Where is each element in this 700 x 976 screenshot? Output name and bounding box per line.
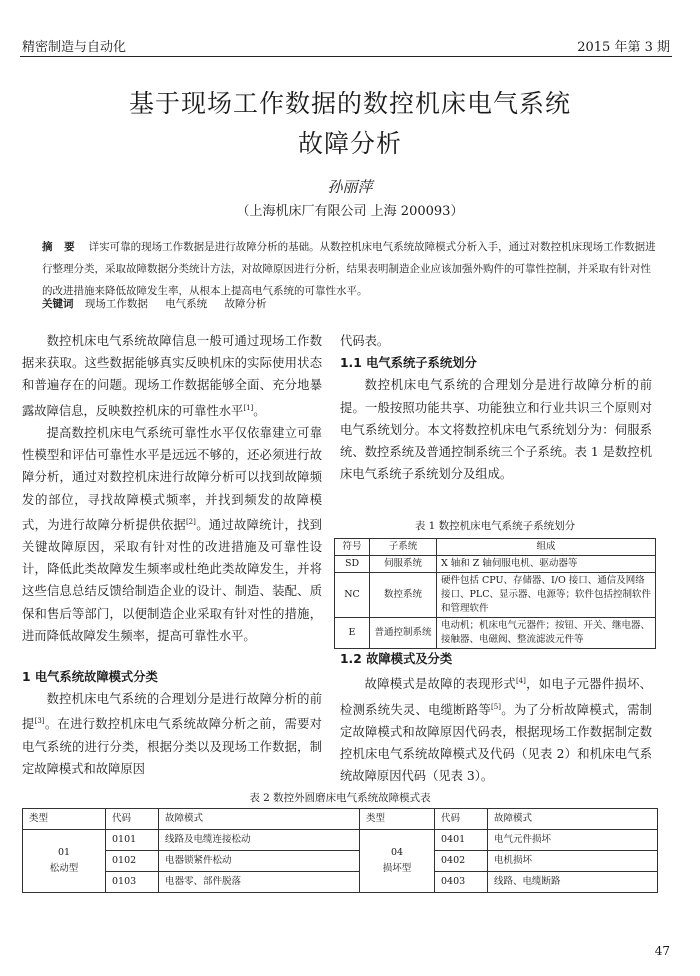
table-row <box>23 872 658 893</box>
table1-caption: 表 1 数控机床电气系统子系统划分 <box>414 520 576 532</box>
table-cell: E <box>335 618 370 649</box>
table-row <box>335 556 656 573</box>
left-column-lower <box>22 666 322 780</box>
table-header: 类型 <box>360 809 435 830</box>
keyword: 电气系统 <box>165 298 208 310</box>
paragraph: 故障模式是故障的表现形式[4]，如电子元器件损坏、检测系统失灵、电缆断路等[5]。为了分析故障模式，需制定故障模式和故障原因代码表，根据现场工作数据制定数控机床电气系统故障模式及代码（见表 2）和机床电气系统故障原因代码（见表 3）。 <box>340 677 652 784</box>
table-header: 故障模式 <box>159 809 360 830</box>
table-cell: 线路及电缆连接松动 <box>159 830 360 851</box>
keyword: 现场工作数据 <box>84 298 148 310</box>
issue-label: 2015 年第 3 期 <box>577 40 670 55</box>
table1 <box>334 538 656 649</box>
table-header: 故障模式 <box>488 809 658 830</box>
section-heading: 1.1 电气系统子系统划分 <box>340 356 477 371</box>
table-header: 符号 <box>335 539 370 556</box>
table-cell: 01 松动型 <box>23 830 106 893</box>
table-header: 类型 <box>23 809 106 830</box>
table-cell: 04 损坏型 <box>360 830 435 893</box>
journal-name: 精密制造与自动化 <box>22 40 127 55</box>
affiliation: （上海机床厂有限公司 上海 200093） <box>236 204 464 219</box>
table-cell: 0403 <box>435 872 488 893</box>
paragraph: 数控机床电气系统的合理划分是进行故障分析的前提。一般按照功能共享、功能独立和行业共识三个原则对电气系统划分。本文将数控机床电气系统划分为：伺服系统、数控系统及普通控制系统三个子系统。表 1 是数控机床电气系统子系统划分及组成。 <box>340 378 652 482</box>
paragraph: 代码表。 <box>340 334 390 348</box>
section-heading: 1.2 故障模式及分类 <box>340 652 453 666</box>
table-header: 代码 <box>435 809 488 830</box>
table-header: 子系统 <box>370 539 437 556</box>
abstract-text: 详实可靠的现场工作数据是进行故障分析的基础。从数控机床电气系统故障模式分析入手，通过对数控机床现场工作数据进行整理分类，采取故障数据分类统计方法，对故障原因进行分析，结果表明制造企业应该加强外购件的可靠性控制，并采取有针对性的改进措施来降低故障发生率，从根本上提高电气系统的可靠性水平。 <box>42 241 656 297</box>
right-column <box>340 330 652 485</box>
table-cell: 0101 <box>106 830 159 851</box>
header-rule <box>20 56 672 57</box>
paragraph: 数控机床电气系统故障信息一般可通过现场工作数据来获取。这些数据能够真实反映机床的实际使用状态和普遍存在的问题。现场工作数据能够全面、充分地暴露故障信息，反映数控机床的可靠性水平[1]。 <box>22 334 322 418</box>
table-cell: 0401 <box>435 830 488 851</box>
paragraph: 数控机床电气系统的合理划分是进行故障分析的前提[3]。在进行数控机床电气系统故障分析之前，需要对电气系统的进行分类，根据分类以及现场工作数据，制定故障模式和故障原因 <box>22 692 322 776</box>
table-cell: X 轴和 Z 轴伺服电机、驱动器等 <box>437 556 656 573</box>
table2 <box>22 808 658 893</box>
table-cell: 0102 <box>106 851 159 872</box>
keywords <box>42 296 656 311</box>
table-header-row <box>335 539 656 556</box>
table-row <box>23 830 658 851</box>
table-cell: 0103 <box>106 872 159 893</box>
paragraph: 提高数控机床电气系统可靠性水平仅依靠建立可靠性模型和评估可靠性水平是远远不够的，还必须进行故障分析，通过对数控机床进行故障分析可以找到故障频发的部位，寻找故障模式频率，并找到频发的故障模式，为进行故障分析提供依据[2]。通过故障统计，找到关键故障原因，采取有针对性的改进措施及可靠性设计，降低此类故障发生频率或杜绝此类故障发生，并将这些信息总结反馈给制造企业的设计、制造、装配、质保和售后等部门，以便制造企业采取有针对性的措施，进而降低故障发生频率，提高可靠性水平。 <box>22 425 322 643</box>
table-cell: NC <box>335 573 370 618</box>
table-cell: 线路、电缆断路 <box>488 872 658 893</box>
table-cell: 电机损坏 <box>488 851 658 872</box>
table-cell: 伺服系统 <box>370 556 437 573</box>
table-cell: 硬件包括 CPU、存储器、I/O 接口、通信及网络接口、PLC、显示器、电源等；软件包括控制软件和管理软件 <box>437 573 656 618</box>
table-row <box>335 618 656 649</box>
table-cell: 电动机；机床电气元器件；按钮、开关、继电器、接触器、电磁阀、整流滤波元件等 <box>437 618 656 649</box>
table-cell: 电器锁紧件松动 <box>159 851 360 872</box>
keywords-label: 关键词 <box>42 298 74 310</box>
table-cell: 电气元件损坏 <box>488 830 658 851</box>
paper-title-line2: 故障分析 <box>297 129 402 158</box>
right-column-lower <box>340 648 652 787</box>
table-cell: 电器零、部件脱落 <box>159 872 360 893</box>
section-heading: 1 电气系统故障模式分类 <box>22 670 158 684</box>
table-header: 代码 <box>106 809 159 830</box>
table-cell: 数控系统 <box>370 573 437 618</box>
table-cell: 0402 <box>435 851 488 872</box>
table-cell: SD <box>335 556 370 573</box>
page-number: 47 <box>654 944 670 958</box>
abstract <box>42 236 656 302</box>
left-column <box>22 330 322 647</box>
table-header: 组成 <box>437 539 656 556</box>
abstract-label: 摘 要 <box>42 241 79 253</box>
keyword: 故障分析 <box>224 298 267 310</box>
table-row <box>335 573 656 618</box>
table-row <box>23 851 658 872</box>
table2-caption: 表 2 数控外圆磨床电气系统故障模式表 <box>249 792 431 804</box>
paper-title-line1: 基于现场工作数据的数控机床电气系统 <box>128 89 571 118</box>
table-cell: 普通控制系统 <box>370 618 437 649</box>
table-header-row <box>23 809 658 830</box>
author: 孙丽萍 <box>327 178 373 196</box>
